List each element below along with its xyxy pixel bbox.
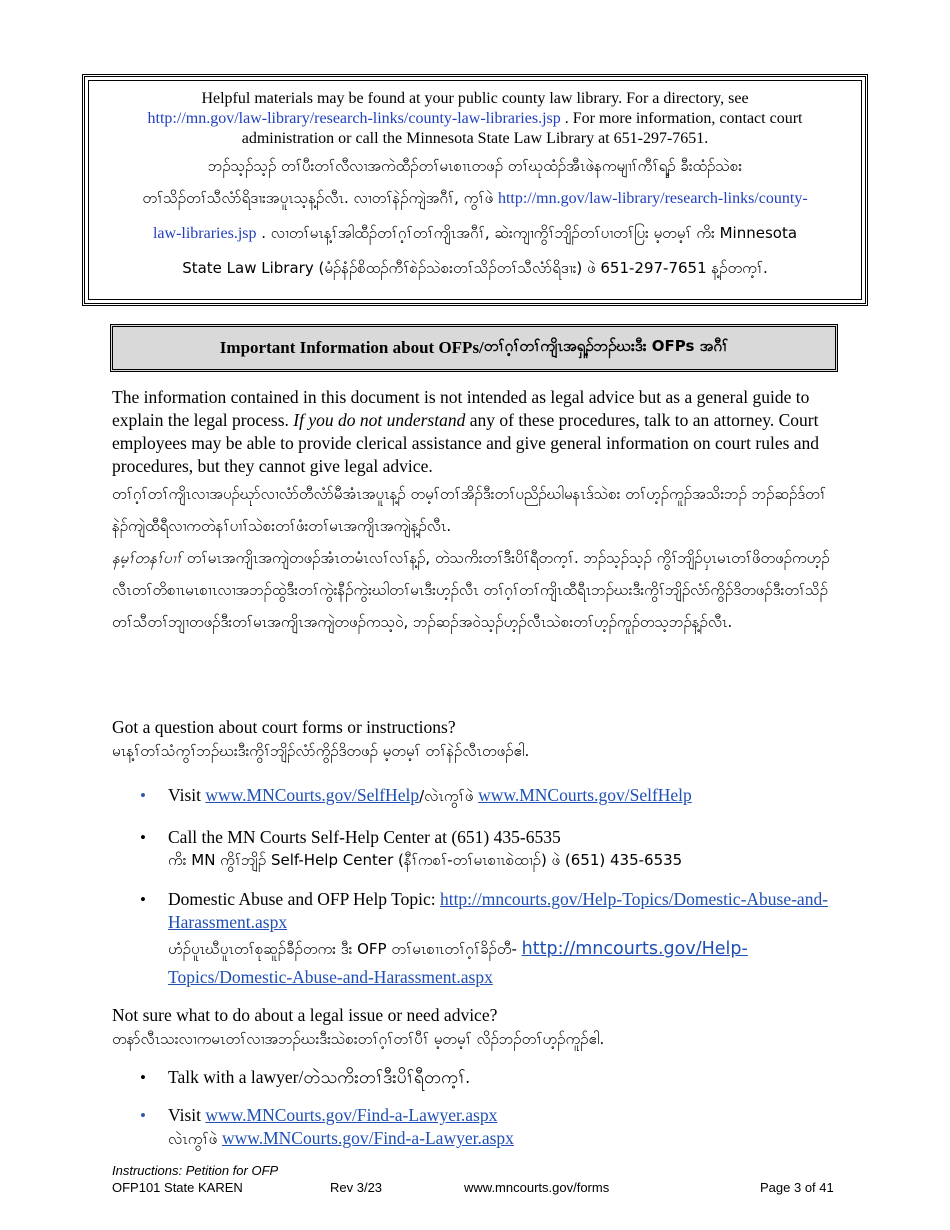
library-karen-2: တၢ်သိၣ်တၢ်သီလံာ်ရိဒၢးအပူၤသ့န့ၣ်လီၤ. လၢတၢ်နဲၣ်ကျဲအဂီၢ်, ကွၢ်ဖဲ http://mn.gov/law-library/research-links/county-: [142, 189, 808, 207]
q1-english: Got a question about court forms or instructions?: [112, 717, 456, 737]
list-item-find-lawyer: • Visit www.MNCourts.gov/Find-a-Lawyer.aspx လဲၤကွၢ်ဖဲ www.MNCourts.gov/Find-a-Lawyer.aspx: [140, 1105, 514, 1148]
library-line-1: Helpful materials may be found at your public county law library. For a directory, see: [201, 90, 749, 107]
section-title-en: Important Information about OFPs/: [219, 338, 484, 357]
library-info-box: [82, 74, 868, 306]
library-info-inner: [88, 80, 862, 300]
bullet: •: [140, 1068, 146, 1087]
q1-karen: မၤန့ၢ်တၢ်သံကွၢ်ဘၣ်ဃးဒီးကွိၢ်ဘျိၣ်လံာ်ကွိၣ်ဒိတဖၣ် မ့တမ့ၢ် တၢ်နဲၣ်လီၤတဖၣ်ဧါ.: [112, 742, 530, 760]
selfhelp-link-karen[interactable]: www.MNCourts.gov/SelfHelp: [478, 785, 692, 805]
q1-list: [112, 784, 842, 994]
library-line-2: http://mn.gov/law-library/research-links/county-law-libraries.jsp . For more information, contact court: [147, 110, 803, 127]
intro-english: The information contained in this document is not intended as legal advice but as a general guide to explain the legal process. If you do not understand any of these procedures, talk to an attorney. Court employees may be able to provide clerical assistance and give general information on court rules and procedures, but they cannot give legal advice.: [112, 387, 820, 476]
page-footer: [112, 1162, 842, 1196]
find-lawyer-link-karen[interactable]: www.MNCourts.gov/Find-a-Lawyer.aspx: [221, 1128, 514, 1148]
find-lawyer-link[interactable]: www.MNCourts.gov/Find-a-Lawyer.aspx: [205, 1105, 498, 1125]
domestic-abuse-link-karen[interactable]: http://mncourts.gov/Help-: [521, 939, 748, 959]
bullet: •: [140, 828, 146, 847]
bullet: •: [140, 786, 146, 805]
q2-list: [112, 1066, 842, 1151]
list-item-selfhelp-call: • Call the MN Courts Self-Help Center at (651) 435-6535 ကိး MN ကွိၢ်ဘျိၣ် Self-Help Center (နီၢ်ကစၢ်-တၢ်မၤစၢၤစဲထၢၣ်) ဖဲ (651) 435-6535: [140, 827, 683, 869]
library-line-3: administration or call the Minnesota State Law Library at 651-297-7651.: [241, 130, 709, 147]
footer-title: Instructions: Petition for OFP: [112, 1163, 279, 1178]
footer-revision: Rev 3/23: [330, 1180, 383, 1195]
county-law-libraries-link-karen[interactable]: http://mn.gov/law-library/research-links/county-: [497, 190, 808, 207]
library-karen-1: ဘၣ်သ့ၣ်သ့ၣ် တၢ်ပီးတၢ်လီလၢအကဲထီၣ်တၢ်မၤစၢၤတဖၣ် တၢ်ဃုထံၣ်အီၤဖဲနကမျၢၢ်ကီၢ်ရ့ၣ် ခီးထံၣ်သဲစး: [207, 157, 743, 175]
intro-karen-a: တၢ်ဂ့ၢ်တၢ်ကျိၤလၢအပၣ်ဃုာ်လၢလံာ်တီလံာ်မီအံၤအပူၤန့ၣ် တမ့ၢ်တၢ်အိၣ်ဒီးတၢ်ပညိၣ်ဃါမနၤဒ်သဲစး တၢ်ဟ့ၣ်ကူၣ်အသိးဘၣ် ဘၣ်ဆၣ်ဒ်တၢ်နဲၣ်ကျဲထီရီလၢကတဲနၢ်ပၢၢ်သဲစးတၢ်ဖံးတၢ်မၤအကျိၤအကျဲန့ၣ်လီၤ.: [112, 485, 826, 535]
court-forms-question: [112, 716, 842, 994]
county-law-libraries-link[interactable]: http://mn.gov/law-library/research-links/county-law-libraries.jsp: [147, 110, 561, 127]
bullet: •: [140, 890, 146, 909]
library-karen-4: State Law Library (မံၣ်နံၣ်စိထၣ်ကီၢ်စဲၣ်သဲစးတၢ်သိၣ်တၢ်သီလံာ်ရိဒၢး) ဖဲ 651-297-7651 န့ၣ်တက့ၢ်.: [182, 259, 768, 277]
section-header: [110, 324, 838, 372]
list-item-selfhelp-visit: • Visit www.MNCourts.gov/SelfHelp/လဲၤကွၢ်ဖဲ www.MNCourts.gov/SelfHelp: [140, 785, 692, 805]
list-item-talk-lawyer: • Talk with a lawyer/တဲသကိးတၢ်ဒီးပိၢ်ရီတက့ၢ်.: [140, 1067, 470, 1087]
selfhelp-link[interactable]: www.MNCourts.gov/SelfHelp: [205, 785, 420, 805]
list-item-domestic-abuse: • Domestic Abuse and OFP Help Topic: http://mncourts.gov/Help-Topics/Domestic-Abuse-and-Harassment.aspx ဟံၣ်ပူၤဃီပူၤတၢ်စုဆူၣ်ခီၣ်တကး ဒီး OFP တၢ်မၤစၢၤတၢ်ဂ့ၢ်ခိၣ်တီ- http://mncourts.gov/Help- Topics/Domestic-Abuse-and-Harassment.aspx: [140, 889, 829, 987]
bullet: •: [140, 1106, 146, 1125]
intro-section: [112, 386, 842, 638]
q2-english: Not sure what to do about a legal issue or need advice?: [112, 1005, 498, 1025]
intro-karen-b: နမ့ၢ်တနၢ်ပၢၢ် တၢ်မၤအကျိၤအကျဲတဖၣ်အံၤတမံၤလၢ်လၢ်န့ၣ်, တဲသကိးတၢ်ဒီးပိၢ်ရီတက့ၢ်. ဘၣ်သ့ၣ်သ့ၣ် ကွိၢ်ဘျိၣ်ပှၤမၤတၢ်ဖိတဖၣ်ကဟ့ၣ်လီၤတၢ်တိစၢၤမၤစၢၤလၢအဘၣ်ထွဲဒီးတၢ်ကွဲးနီၣ်ကွဲးဃါတၢ်မၤဒီးဟ့ၣ်လီၤ တၢ်ဂ့ၢ်တၢ်ကျိၤထီရီၤဘၣ်ဃးဒီးကွိၢ်ဘျိၣ်လံာ်ကွိၣ်ဒိတဖၣ်ဒီးတၢ်သိၣ်တၢ်သီတၢ်ဘျၢတဖၣ်ဒီးတၢ်မၤအကျိၤအကျဲတဖၣ်ကသ့ဝဲ, ဘၣ်ဆၣ်အဝဲသ့ၣ်ဟ့ၣ်လီၤသဲစးတၢ်ဟ့ၣ်ကူၣ်တသ့ဘၣ်န့ၣ်လီၤ.: [112, 549, 830, 631]
footer-meta: [112, 1179, 842, 1196]
footer-page-number: Page 3 of 41: [760, 1180, 834, 1195]
library-karen-3: law-libraries.jsp . လၢတၢ်မၤန့ၢ်အါထီၣ်တၢ်ဂ့ၢ်တၢ်ကျိၤအဂီၢ်, ဆဲးကျၢကွိၢ်ဘျိၣ်တၢ်ပၢတၢ်ပြး မ့တမ့ၢ် ကိး Minnesota: [152, 224, 798, 242]
domestic-abuse-link[interactable]: http://mncourts.gov/Help-Topics/Domestic-Abuse-and-Harassment.aspx: [168, 889, 829, 932]
footer-website: www.mncourts.gov/forms: [464, 1180, 610, 1195]
county-law-libraries-link-karen-cont[interactable]: law-libraries.jsp: [152, 225, 257, 242]
domestic-abuse-link-karen-cont[interactable]: Topics/Domestic-Abuse-and-Harassment.aspx: [168, 967, 493, 987]
section-title-kr: တၢ်ဂ့ၢ်တၢ်ကျိၤအရှ့ၣ်ဘၣ်ဃးဒီး OFPs အဂီၢ်: [483, 337, 729, 355]
legal-advice-question: [112, 1004, 842, 1151]
q2-karen: တနာ်လီၤသးလၢကမၤတၢ်လၢအဘၣ်ဃးဒီးသဲစးတၢ်ဂ့ၢ်တၢ်ပီၢ် မ့တမ့ၢ် လိၣ်ဘၣ်တၢ်ဟ့ၣ်ကူၣ်ဧါ.: [112, 1030, 605, 1048]
footer-form-id: OFP101 State KAREN: [112, 1180, 243, 1195]
